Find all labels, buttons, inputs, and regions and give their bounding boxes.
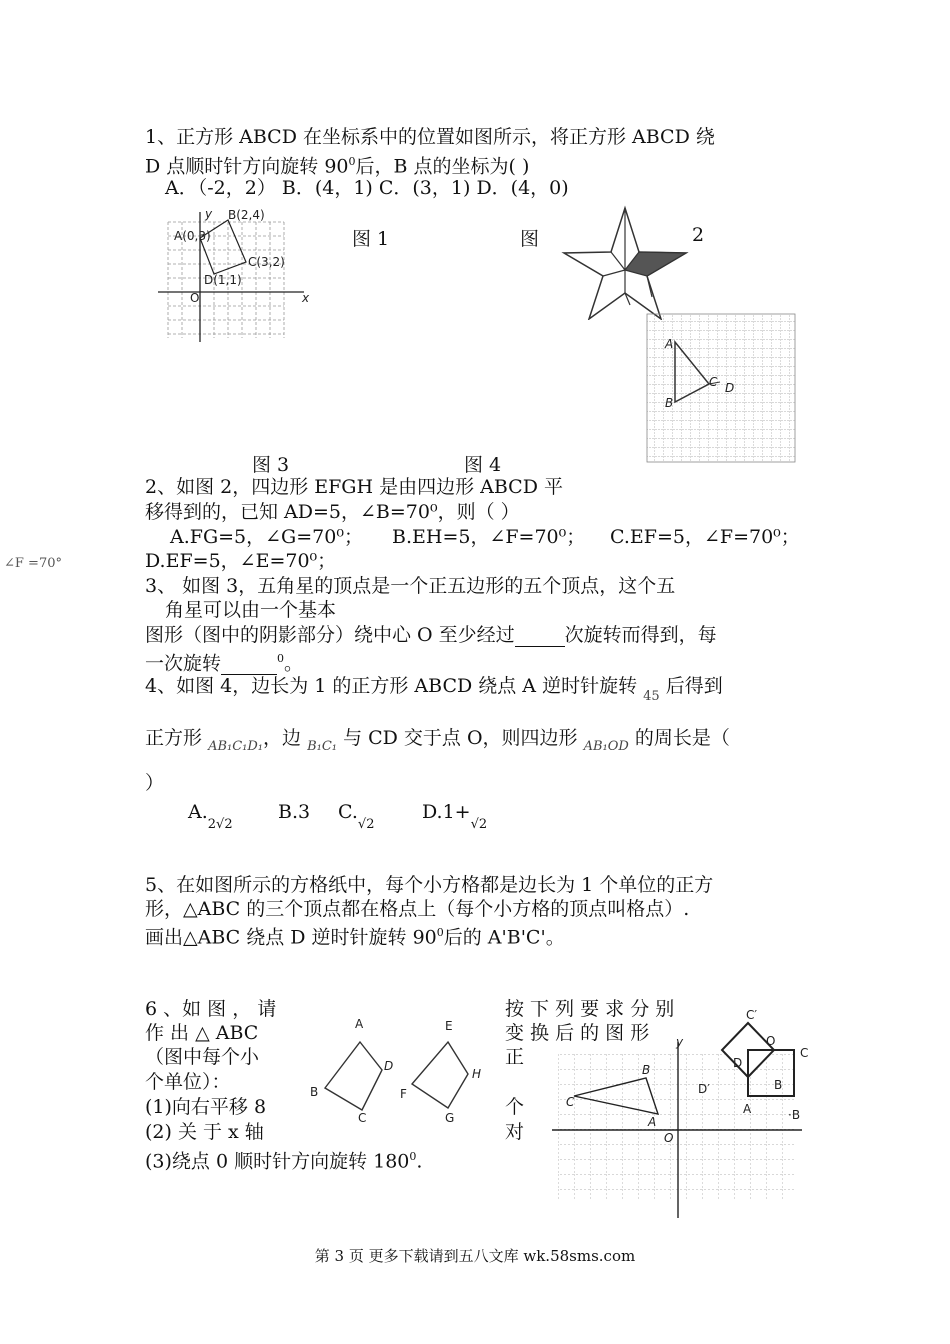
q2-option-d: D.EF=5，∠E=70⁰； — [145, 550, 337, 572]
fig6b-label-O: O — [664, 1131, 674, 1145]
fig6a-label-B: B — [310, 1085, 319, 1099]
q3-line4: 一次旋转 $^0$。 — [145, 652, 304, 675]
figure-1-coordinate-grid — [152, 208, 312, 352]
fig6c-label-O: O — [766, 1034, 776, 1048]
fig6a-label-E: E — [445, 1019, 453, 1033]
fig6a-label-G: G — [445, 1111, 455, 1125]
q6-right-line3: 正 — [505, 1046, 525, 1068]
q6-line5: (1)向右平移 8 — [145, 1096, 267, 1118]
fig6c-label-D-prime: D′ — [698, 1082, 710, 1096]
fig6c-label-B-prime: B — [774, 1078, 783, 1092]
fig4-label-C: C — [709, 375, 718, 389]
q4-option-d: $D.1+_{√2}$ — [422, 801, 488, 832]
q3-line2: 角星可以由一个基本 — [165, 599, 337, 621]
q6-line1: 6 、如 图 ， 请 — [145, 998, 277, 1020]
q1-options: A．（-2，2） B．(4，1) C．(3，1) D．(4，0) — [165, 177, 569, 199]
fig6c-label-C-prime: C′ — [746, 1008, 758, 1022]
fig4-label-D: D — [725, 381, 735, 395]
q2-option-a: A.FG=5，∠G=70⁰； — [170, 526, 363, 548]
q1-line1: 1、正方形 ABCD 在坐标系中的位置如图所示，将正方形 ABCD 绕 — [145, 126, 715, 148]
q5-line2: 形，△ABC 的三个顶点都在格点上（每个小方格的顶点叫格点）. — [145, 898, 690, 920]
q2-margin-note: ∠F =70° — [4, 556, 62, 571]
fig6b-y-label: y — [676, 1036, 684, 1049]
fig1-y-label: y — [205, 208, 213, 221]
q2-line2: 移得到的，已知 AD=5，∠B=70⁰，则（ ） — [145, 501, 520, 523]
figure-3-caption: 图 3 — [252, 454, 290, 476]
fig6c-label-A: A — [743, 1102, 752, 1116]
fig6a-label-A: A — [355, 1017, 364, 1031]
fig6b-label-C: C — [566, 1095, 575, 1109]
q6-line2: 作 出 △ ABC — [145, 1022, 259, 1044]
q6-right-line2: 变 换 后 的 图 形 — [505, 1022, 650, 1044]
q4-option-c: $C._{√2}$ — [338, 801, 375, 832]
fig6c-label-B: ·B — [788, 1108, 801, 1122]
fig6b-label-A: A — [648, 1115, 657, 1129]
q4-option-b: B.3 — [278, 801, 311, 823]
figure-quadrilaterals — [300, 1012, 500, 1131]
q2-line1: 2、如图 2，四边形 EFGH 是由四边形 ABCD 平 — [145, 476, 563, 498]
fig6c-label-C: C — [800, 1046, 809, 1060]
fig6a-label-D: D — [384, 1059, 394, 1073]
q5-line3: 画出△ABC 绕点 D 逆时针旋转 $90^0$后的 A'B'C'。 — [145, 926, 565, 949]
figure-2-caption-right: 2 — [692, 224, 705, 246]
q3-blank-2[interactable] — [221, 652, 277, 675]
q4-line3: ） — [145, 772, 165, 794]
q3-line1: 3、 如图 3，五角星的顶点是一个正五边形的五个顶点，这个五 — [145, 575, 676, 597]
fig1-label-B: B(2,4) — [228, 208, 265, 222]
q6-right-line1: 按 下 列 要 求 分 别 — [505, 998, 675, 1020]
figure-rotated-square — [690, 1005, 830, 1129]
fig6b-label-B: B — [642, 1063, 651, 1077]
fig6a-label-H: H — [472, 1067, 482, 1081]
q4-line1: 4、如图 4，边长为 1 的正方形 ABCD 绕点 A 逆时针旋转 $_{45}$ 后得到 — [145, 675, 723, 704]
fig6a-label-C: C — [358, 1111, 367, 1125]
q3-line3: 图形（图中的阴影部分）绕中心 O 至少经过 次旋转而得到，每 — [145, 624, 717, 646]
q1-line2: D 点顺时针方向旋转 $90^0$后，B 点的坐标为( ) — [145, 155, 530, 178]
figure-2-caption-left: 图 — [520, 228, 540, 250]
q6-line6: (2) 关 于 x 轴 — [145, 1121, 264, 1143]
figure-4-caption: 图 4 — [464, 454, 502, 476]
page-footer: 第 3 页 更多下载请到五八文库 wk.58sms.com — [314, 1247, 636, 1265]
fig1-origin-label: O — [190, 291, 200, 305]
figure-4-grid — [645, 312, 797, 468]
fig6a-label-F: F — [400, 1087, 407, 1101]
fig1-label-C: C(3,2) — [248, 255, 285, 269]
q6-line7: (3)绕点 0 顺时针方向旋转 $180^0$. — [145, 1150, 423, 1173]
q4-option-a: $A._{2√2}$ — [188, 801, 233, 832]
figure-star — [560, 205, 690, 324]
q2-option-b: B.EH=5，∠F=70⁰； — [392, 526, 586, 548]
q5-line1: 5、在如图所示的方格纸中，每个小方格都是边长为 1 个单位的正方 — [145, 874, 714, 896]
fig1-x-label: x — [302, 291, 310, 305]
fig1-label-D: D(1,1) — [204, 273, 242, 287]
q3-blank-1[interactable] — [515, 624, 565, 647]
q2-option-c: C.EF=5，∠F=70⁰； — [610, 526, 800, 548]
fig1-label-A: A(0,3) — [174, 229, 211, 243]
q6-line4: 个单位）： — [145, 1071, 231, 1093]
q6-right-line4: 个 — [505, 1096, 525, 1118]
fig4-label-B: B — [665, 396, 674, 410]
fig4-label-A: A — [665, 337, 674, 351]
q6-line3: （图中每个小 — [145, 1046, 260, 1068]
q4-line2: 正方形 $_{AB_1C_1D_1}$，边 $_{B_1C_1}$ 与 CD 交于点 O，则四边形 $_{AB_1OD}$ 的周长是（ — [145, 727, 730, 754]
fig6c-label-D: D — [733, 1056, 743, 1070]
q6-right-line5: 对 — [505, 1121, 525, 1143]
figure-1-caption: 图 1 — [352, 228, 390, 250]
